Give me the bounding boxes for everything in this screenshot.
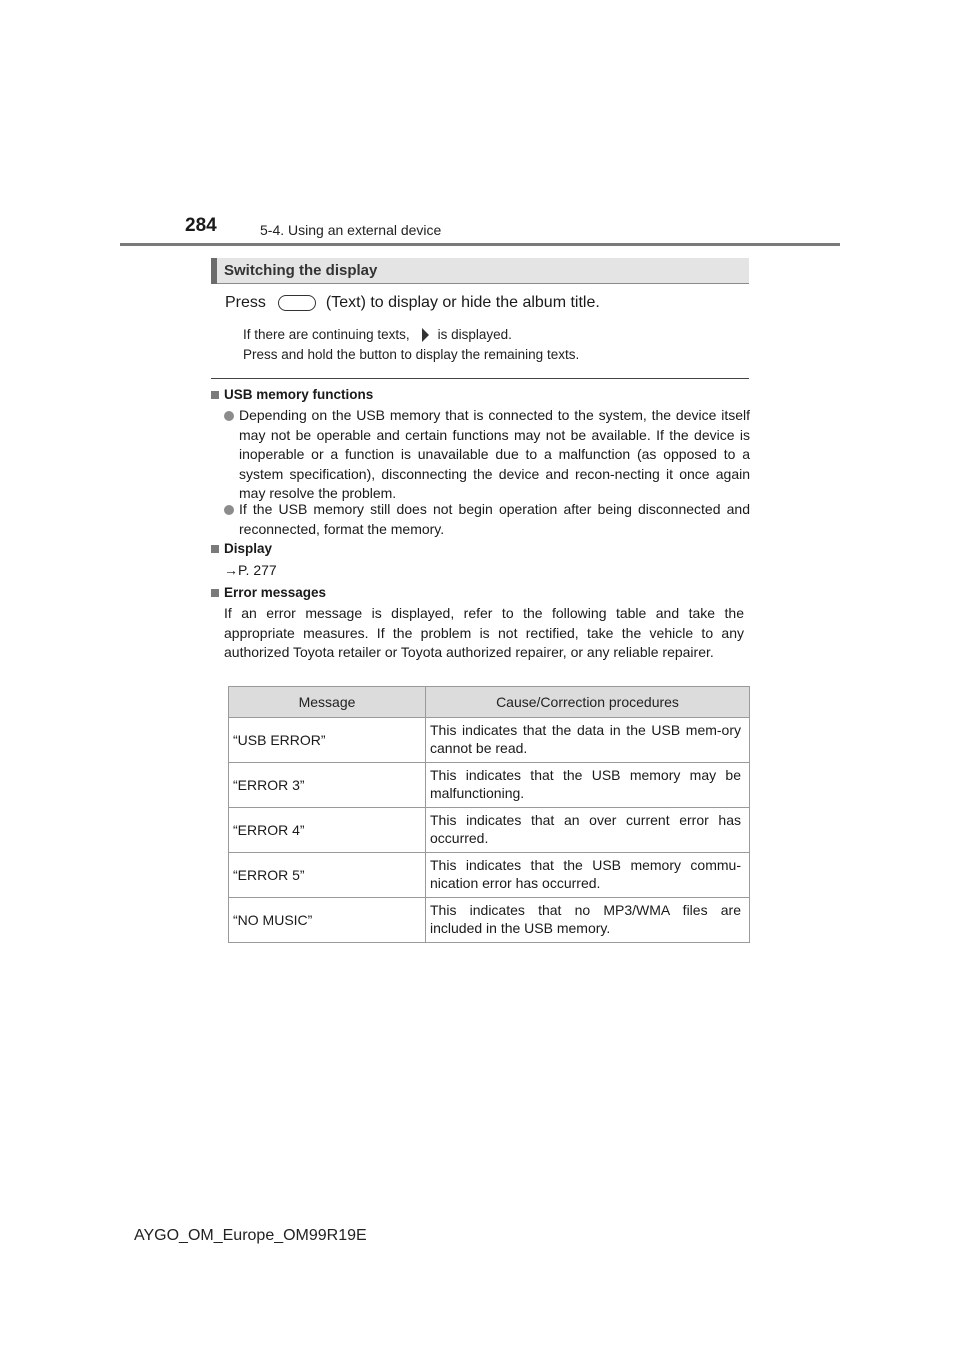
display-title: Display bbox=[224, 541, 273, 556]
table-row bbox=[229, 763, 750, 808]
column-header-message: Message bbox=[229, 687, 426, 718]
message-cell: “USB ERROR” bbox=[229, 718, 426, 763]
table-row bbox=[229, 808, 750, 853]
press-instruction bbox=[225, 294, 600, 312]
note-text-before: If there are continuing texts, bbox=[243, 327, 410, 342]
table-header-row bbox=[229, 687, 750, 718]
table-row bbox=[229, 898, 750, 943]
error-messages-heading bbox=[211, 585, 326, 600]
switching-display-title: Switching the display bbox=[224, 262, 378, 279]
document-code: AYGO_OM_Europe_OM99R19E bbox=[134, 1227, 367, 1244]
cause-cell: This indicates that the USB memory commu-nication error has occurred. bbox=[426, 853, 750, 898]
list-item bbox=[224, 500, 750, 539]
note-text-after: is displayed. bbox=[437, 327, 512, 342]
message-cell: “ERROR 4” bbox=[229, 808, 426, 853]
page-reference-link[interactable]: →P. 277 bbox=[224, 562, 277, 578]
switching-display-heading bbox=[211, 258, 749, 284]
error-messages-intro: If an error message is displayed, refer to the following table and take the appropriate measures. If the problem is not rectified, take the vehicle to any authorized Toyota retailer or Toyota authorized repairer, or any reliable repairer. bbox=[224, 605, 744, 660]
message-cell: “NO MUSIC” bbox=[229, 898, 426, 943]
text-button-icon bbox=[278, 295, 316, 311]
cause-cell: This indicates that the data in the USB mem-ory cannot be read. bbox=[426, 718, 750, 763]
table-row bbox=[229, 718, 750, 763]
error-message-table bbox=[228, 686, 750, 943]
bullet-text: If the USB memory still does not begin operation after being disconnected and reconnected, format the memory. bbox=[239, 501, 750, 537]
table-row bbox=[229, 853, 750, 898]
page-number: 284 bbox=[185, 215, 217, 236]
circle-bullet-icon bbox=[224, 411, 234, 421]
continuing-text-note bbox=[243, 327, 512, 342]
header-divider bbox=[120, 243, 840, 246]
error-messages-title: Error messages bbox=[224, 585, 327, 600]
display-heading bbox=[211, 541, 272, 556]
press-description: (Text) to display or hide the album title. bbox=[325, 294, 600, 311]
square-bullet-icon bbox=[211, 391, 219, 399]
list-item bbox=[224, 406, 750, 504]
square-bullet-icon bbox=[211, 545, 219, 553]
message-cell: “ERROR 3” bbox=[229, 763, 426, 808]
usb-functions-title: USB memory functions bbox=[224, 387, 374, 402]
square-bullet-icon bbox=[211, 589, 219, 597]
bullet-text: Depending on the USB memory that is connected to the system, the device itself may not be operable and certain functions may not be available. If the device is inoperable or a function is unavailable due to a malfunction (as opposed to a system specification), disconnecting the device and recon-necting it once again may resolve the problem. bbox=[239, 407, 750, 501]
circle-bullet-icon bbox=[224, 505, 234, 515]
cause-cell: This indicates that no MP3/WMA files are included in the USB memory. bbox=[426, 898, 750, 943]
column-header-cause: Cause/Correction procedures bbox=[426, 687, 750, 718]
usb-functions-heading bbox=[211, 387, 373, 402]
section-title: 5-4. Using an external device bbox=[260, 222, 442, 238]
press-hold-note: Press and hold the button to display the remaining texts. bbox=[243, 347, 580, 362]
section-divider bbox=[211, 378, 749, 379]
press-label: Press bbox=[225, 294, 266, 311]
heading-accent-bar bbox=[211, 258, 217, 284]
cause-cell: This indicates that the USB memory may be malfunctioning. bbox=[426, 763, 750, 808]
message-cell: “ERROR 5” bbox=[229, 853, 426, 898]
cause-cell: This indicates that an over current error has occurred. bbox=[426, 808, 750, 853]
right-arrow-icon bbox=[422, 328, 429, 342]
